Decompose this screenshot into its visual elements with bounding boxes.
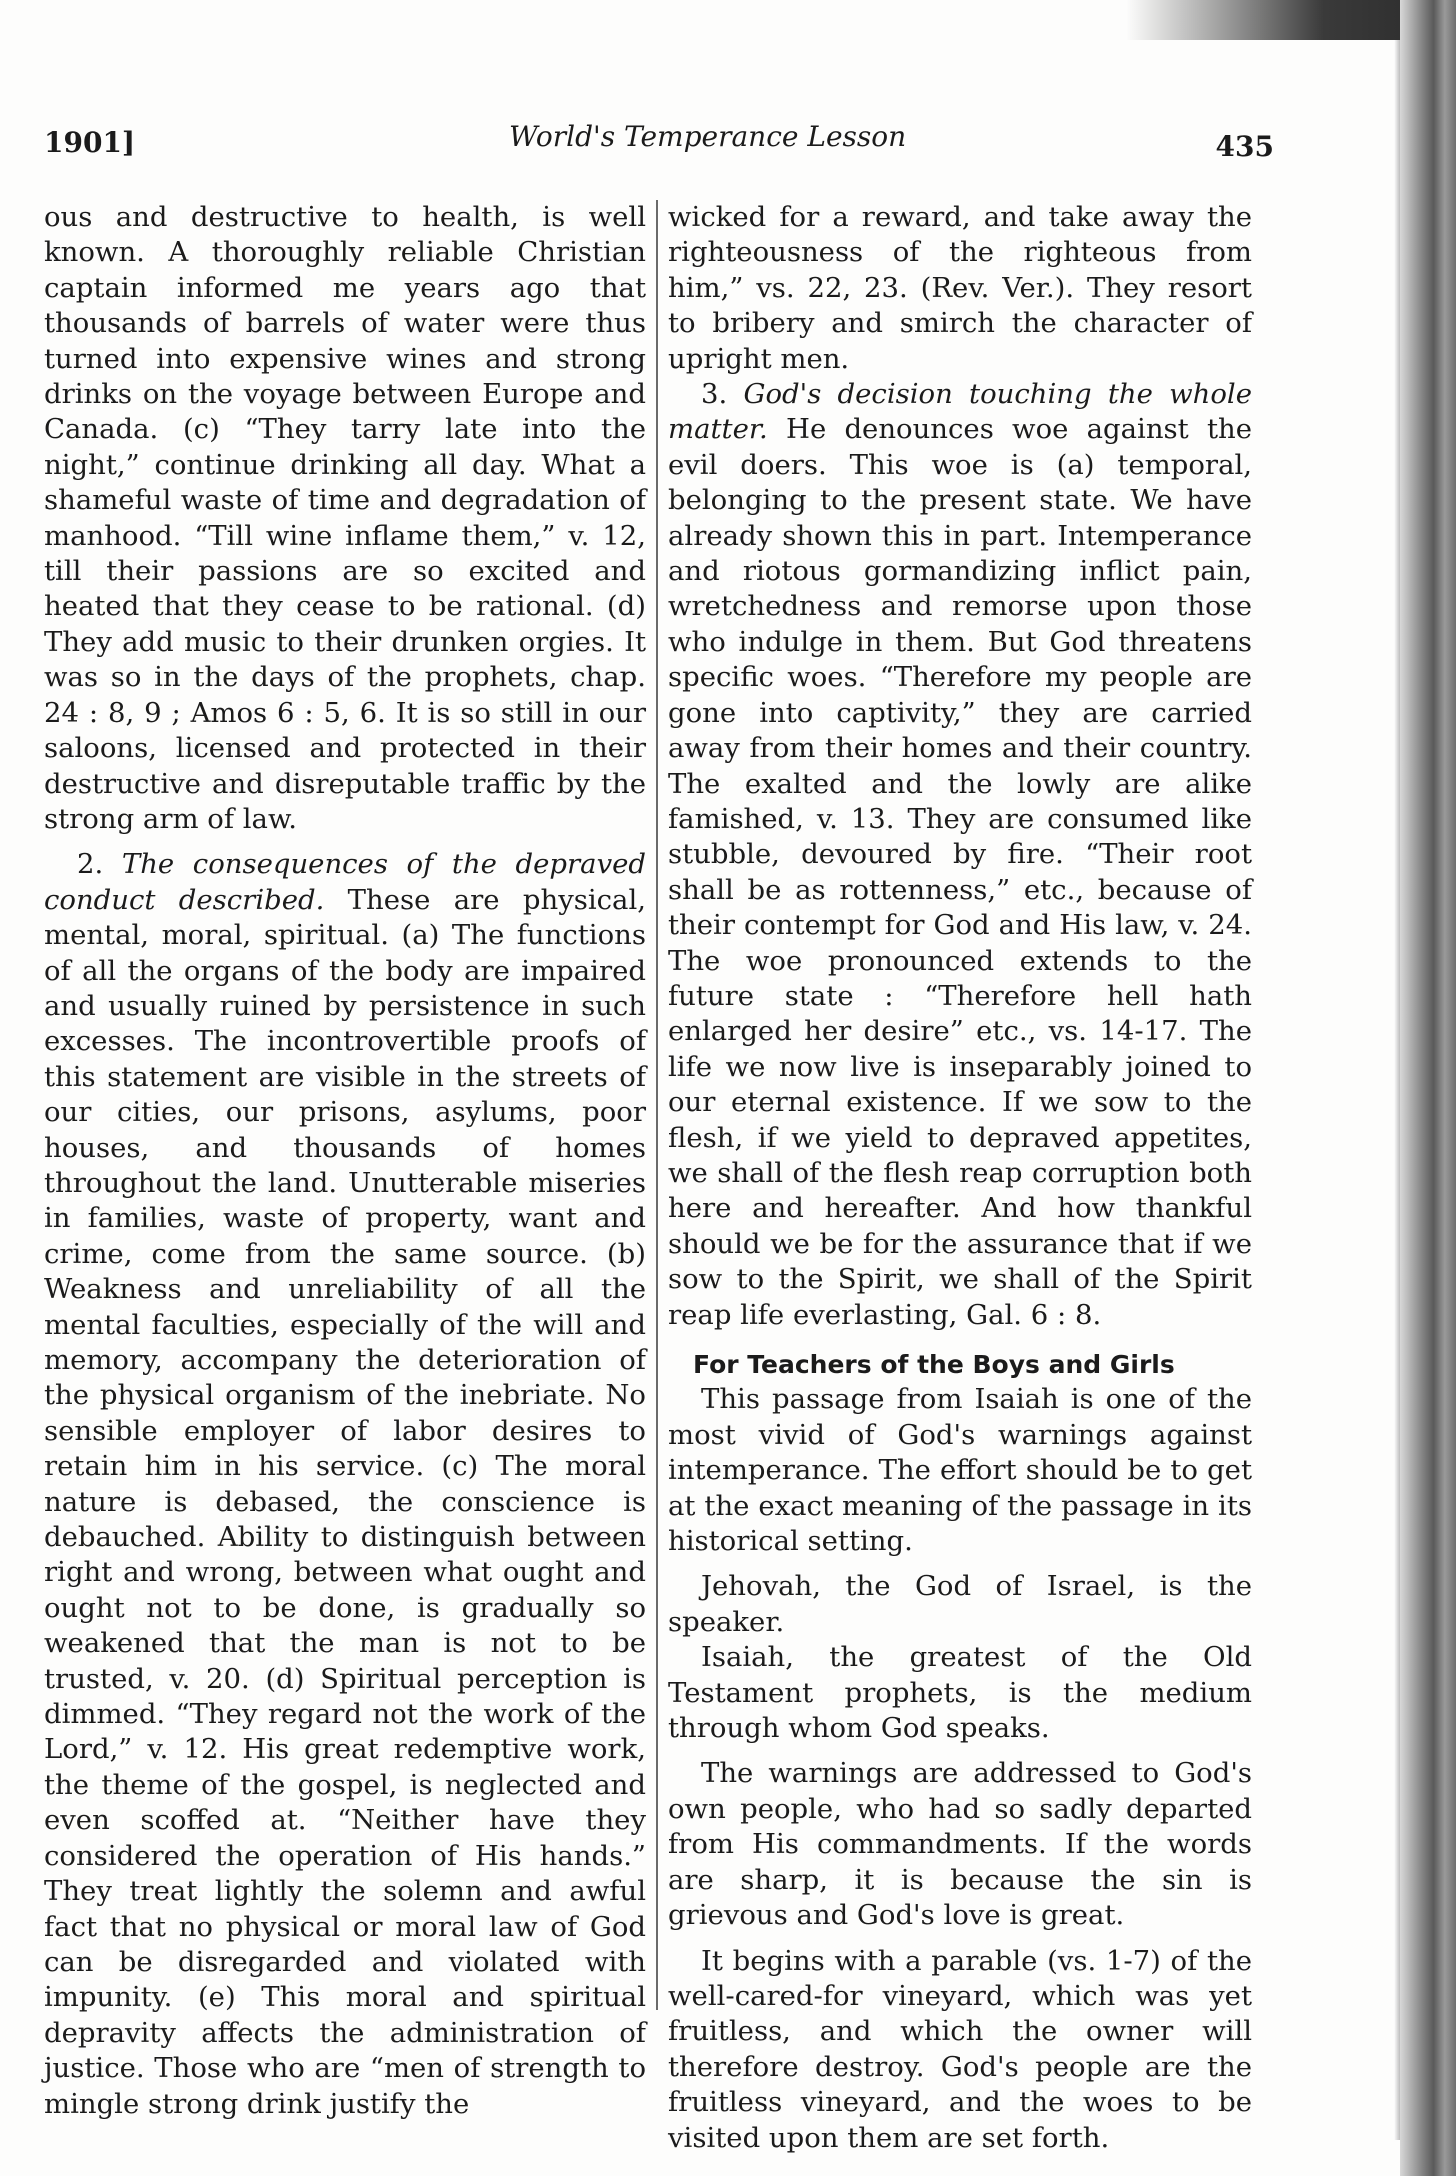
paragraph-number: 3. (701, 378, 744, 411)
paragraph: Jehovah, the God of Israel, is the speaker. (668, 1570, 1252, 1638)
paragraph-number: 2. (77, 848, 122, 881)
paragraph: It begins with a parable (vs. 1-7) of the well-cared-for vineyard, which was yet fruitless, and which the owner will therefore destroy. God's people are the fruitless vineyard, and the woes to be visited upon them are set forth. (668, 1944, 1252, 2154)
paragraph (668, 377, 1252, 1333)
section-heading-italic: The consequences of the depraved conduct described. (44, 848, 646, 916)
paragraph: ous and destructive to health, is well known. A thoroughly reliable Christian captain informed me years ago that thousands of barrels of water were thus turned into expensive wines and strong drinks on the voyage between Europe and Canada. (c) “They tarry late into the night,” continue drinking all day. What a shameful waste of time and degradation of manhood. “Till wine inflame them,” v. 12, till their passions are so excited and heated that they cease to be rational. (d) They add music to their drunken orgies. It was so in the days of the prophets, chap. 24 : 8, 9 ; Amos 6 : 5, 6. It is so still in our saloons, licensed and protected in their destructive and disreputable traffic by the strong arm of law. (44, 201, 646, 835)
paragraph: The warnings are addressed to God's own people, who had so sadly departed from His commandments. If the words are sharp, it is because the sin is grievous and God's love is great. (668, 1757, 1252, 1932)
left-column (44, 200, 646, 2122)
book-spine (1400, 0, 1456, 2176)
page-number: 435 (1215, 130, 1274, 163)
header-year: 1901] (44, 126, 136, 159)
section-heading: For Teachers of the Boys and Girls (693, 1350, 1175, 1379)
right-column (668, 200, 1252, 2156)
header-title: World's Temperance Lesson (509, 120, 907, 153)
paragraph: wicked for a reward, and take away the righteousness of the righteous from him,” vs. 22, 23. (Rev. Ver.). They resort to bribery and smirch the character of upright men. (668, 201, 1252, 375)
paragraph-text: He denounces woe against the evil doers. This woe is (a) temporal, belonging to the present state. We have already shown this in part. Intemperance and riotous gormandizing inflict pain, wretchedness and remorse upon those who indulge in them. But God threatens specific woes. “Therefore my people are gone into captivity,” they are carried away from their homes and their country. The exalted and the lowly are alike famished, v. 13. They are consumed like stubble, devoured by fire. “Their root shall be as rottenness,” etc., because of their contempt for God and His law, v. 24. The woe pronounced extends to the future state : “Therefore hell hath enlarged her desire” etc., vs. 14-17. The life we now live is inseparably joined to our eternal existence. If we sow to the flesh, if we yield to depraved appetites, we shall of the flesh reap corruption both here and hereafter. And how thankful should we be for the assurance that if we sow to the Spirit, we shall of the Spirit reap life everlasting, Gal. 6 : 8. (668, 413, 1252, 1331)
column-rule (656, 200, 658, 2010)
paragraph: This passage from Isaiah is one of the most vivid of God's warnings against intemperance. The effort should be to get at the exact meaning of the passage in its historical setting. (668, 1383, 1252, 1558)
running-header (44, 120, 1274, 170)
paragraph-text: These are physical, mental, moral, spiritual. (a) The functions of all the organs of the body are impaired and usually ruined by persistence in such excesses. The incontrovertible proofs of this statement are visible in the streets of our cities, our prisons, asylums, poor houses, and thousands of homes throughout the land. Unutterable miseries in families, waste of property, want and crime, come from the same source. (b) Weakness and unreliability of all the mental faculties, especially of the will and memory, accompany the deterioration of the physical organism of the inebriate. No sensible employer of labor desires to retain him in his service. (c) The moral nature is debased, the conscience is debauched. Ability to distinguish between right and wrong, between what ought and ought not to be done, is gradually so weakened that the man is not to be trusted, v. 20. (d) Spiritual perception is dimmed. “They regard not the work of the Lord,” v. 12. His great redemptive work, the theme of the gospel, is neglected and even scoffed at. “Neither have they considered the operation of His hands.” They treat lightly the solemn and awful fact that no physical or moral law of God can be disregarded and violated with impunity. (e) This moral and spiritual depravity affects the administration of justice. Those who are “men of strength to mingle strong drink justify the (44, 883, 646, 2120)
paragraph: Isaiah, the greatest of the Old Testament prophets, is the medium through whom God speaks. (668, 1641, 1252, 1745)
section-heading-italic: God's decision touching the whole matter. (668, 378, 1252, 446)
paragraph (44, 847, 646, 2122)
